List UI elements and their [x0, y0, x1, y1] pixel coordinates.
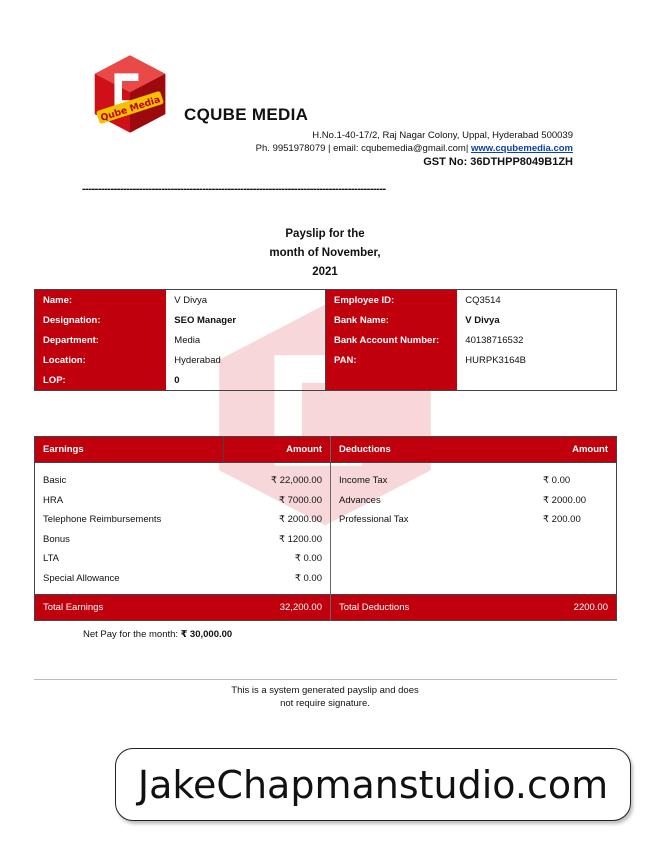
table-row [35, 370, 617, 391]
system-generated-note [0, 684, 650, 710]
employee-id-value: CQ3514 [465, 294, 501, 306]
bank-account-label: Bank Account Number: [325, 330, 457, 350]
location-label: Location: [35, 350, 167, 370]
company-address: H.No.1-40-17/2, Raj Nagar Colony, Uppal, Hyderabad 500039 [312, 130, 573, 141]
earnings-header: Earnings [35, 437, 224, 463]
empty-value-cell [457, 370, 616, 391]
earning-name: Special Allowance [43, 572, 120, 584]
location-value: Hyderabad [174, 354, 221, 366]
company-name: CQUBE MEDIA [184, 105, 309, 124]
table-row [35, 491, 617, 511]
note-line: This is a system generated payslip and does [231, 685, 419, 696]
earning-amount: ₹ 7000.00 [278, 494, 322, 506]
pan-value: HURPK3164B [465, 354, 527, 366]
total-deductions-label: Total Deductions [331, 595, 488, 621]
note-line: not require signature. [280, 698, 370, 709]
name-value: V Divya [174, 294, 208, 306]
net-pay-label: Net Pay for the month: [83, 629, 179, 640]
footer-divider [34, 679, 617, 680]
earning-amount: ₹ 0.00 [294, 572, 322, 584]
net-pay [83, 629, 232, 640]
logo-text: Qube Media [99, 94, 162, 124]
salary-table [34, 436, 617, 621]
earning-name: HRA [43, 494, 64, 506]
pan-label: PAN: [325, 350, 457, 370]
earning-name: LTA [43, 553, 60, 565]
bank-account-value: 40138716532 [465, 334, 524, 346]
earning-amount: ₹ 22,000.00 [271, 475, 322, 487]
earning-amount: ₹ 0.00 [294, 553, 322, 565]
earning-name: Bonus [43, 533, 70, 545]
gst-number: GST No: 36DTHPP8049B1ZH [423, 156, 573, 168]
company-contact-line [256, 142, 573, 155]
name-label: Name: [35, 290, 167, 311]
title-line: month of November, [269, 247, 381, 259]
earning-amount: ₹ 2000.00 [278, 514, 322, 526]
designation-label: Designation: [35, 310, 167, 330]
lop-label: LOP: [35, 370, 167, 391]
table-row [35, 510, 617, 530]
totals-row [35, 595, 617, 621]
spacer-row [35, 463, 617, 472]
department-value: Media [174, 334, 201, 346]
earnings-amount-header: Amount [224, 437, 331, 463]
watermark-stamp: JakeChapmanstudio.com [115, 748, 631, 821]
title-line: 2021 [312, 266, 338, 278]
header-divider: ------------------------------------------------------------------------------------------------ [82, 183, 386, 195]
payslip-title [0, 225, 650, 282]
company-contact: Ph. 9951978079 | email: cqubemedia@gmail.com| [255, 143, 469, 154]
table-row [35, 569, 617, 589]
table-row [35, 290, 617, 311]
table-row [35, 530, 617, 550]
deduction-name: Income Tax [331, 471, 488, 491]
designation-value: SEO Manager [174, 314, 237, 326]
lop-value: 0 [174, 374, 180, 386]
company-logo [88, 52, 172, 136]
net-pay-value: ₹ 30,000.00 [180, 629, 233, 640]
company-address-block [256, 129, 573, 169]
deduction-amount: ₹ 200.00 [543, 514, 581, 526]
earning-name: Basic [43, 475, 67, 487]
total-earnings-value: 32,200.00 [224, 595, 331, 621]
table-row [35, 310, 617, 330]
table-row [35, 330, 617, 350]
table-row [35, 471, 617, 491]
earning-name: Telephone Reimbursements [43, 514, 162, 526]
employee-id-label: Employee ID: [325, 290, 457, 311]
company-website-link[interactable]: www.cqubemedia.com [470, 143, 573, 154]
table-row [35, 549, 617, 569]
earning-amount: ₹ 1200.00 [278, 533, 322, 545]
total-earnings-label: Total Earnings [35, 595, 224, 621]
employee-info-table [34, 289, 617, 391]
deduction-amount: ₹ 0.00 [543, 475, 571, 487]
total-deductions-value: 2200.00 [487, 595, 617, 621]
bank-name-value: V Divya [465, 314, 500, 326]
bank-name-label: Bank Name: [325, 310, 457, 330]
deduction-name: Advances [331, 491, 488, 511]
title-line: Payslip for the [285, 228, 365, 240]
deductions-header: Deductions [331, 437, 488, 463]
empty-label-cell [325, 370, 457, 391]
deduction-name: Professional Tax [331, 510, 488, 530]
department-label: Department: [35, 330, 167, 350]
deduction-amount: ₹ 2000.00 [543, 494, 587, 506]
deductions-amount-header: Amount [487, 437, 617, 463]
table-row [35, 350, 617, 370]
table-header-row [35, 437, 617, 463]
